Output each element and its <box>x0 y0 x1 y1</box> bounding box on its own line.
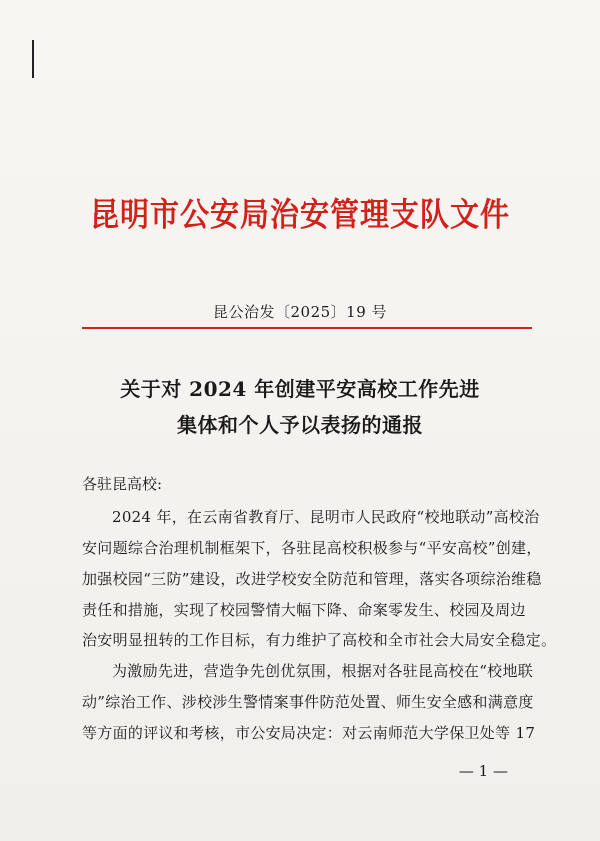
paragraph-1-line: 安问题综合治理机制框架下，各驻昆高校积极参与“平安高校”创建， <box>82 539 542 557</box>
paragraph-1-line: 治安明显扭转的工作目标，有力维护了高校和全市社会大局安全稳定。 <box>82 631 557 649</box>
paragraph-2-line: 动”综治工作、涉校涉生警情案事件防范处置、师生安全感和满意度 <box>82 693 534 711</box>
paragraph-1-line: 加强校园“三防”建设，改进学校安全防范和管理，落实各项综治维稳 <box>82 570 542 588</box>
page-number: — 1 — <box>458 762 508 780</box>
document-number: 昆公治发〔2025〕19 号 <box>212 303 388 321</box>
paragraph-1-line: 2024 年，在云南省教育厅、昆明市人民政府“校地联动”高校治 <box>112 508 540 526</box>
salutation: 各驻昆高校: <box>82 475 163 493</box>
notice-title-line-1: 关于对 2024 年创建平安高校工作先进 <box>120 377 480 401</box>
binding-mark <box>32 40 34 78</box>
page-number-row <box>0 762 600 780</box>
paragraph-2-line: 为激励先进，营造争先创优氛围，根据对各驻昆高校在“校地联 <box>112 662 534 680</box>
document-header-title: 昆明市公安局治安管理支队文件 <box>89 195 510 234</box>
paragraph-2-line: 等方面的评议和考核，市公安局决定：对云南师范大学保卫处等 17 <box>82 724 536 742</box>
paragraph-1-line: 责任和措施，实现了校园警情大幅下降、命案零发生、校园及周边 <box>82 601 526 619</box>
red-divider-line <box>82 327 532 329</box>
notice-title-line-2: 集体和个人予以表扬的通报 <box>177 413 423 437</box>
